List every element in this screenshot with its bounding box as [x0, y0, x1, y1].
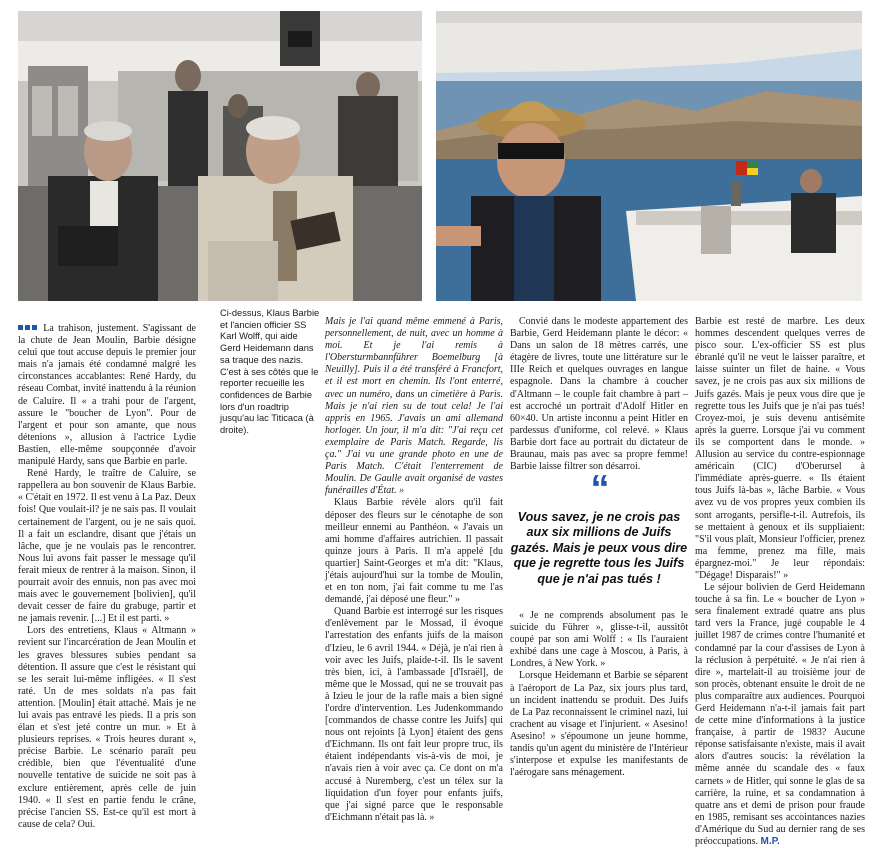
quote-marks-icon: “ — [590, 468, 608, 510]
article-column-3 — [510, 316, 688, 473]
paragraph: René Hardy, le traître de Caluire, se rappellera au bon souvenir de Klaus Barbie. « C'était en 1972. Il est venu à La Paz. Deux fois! Que voulait-il? je ne sais pas. Il voulait certainement de l'argent, ou je ne sais quoi. Il a fait un esclandre, disant que j'étais un lâche, que je ne voulais pas le rencontrer. Nous lui avons fait passer le message qu'il ferait mieux de rentrer à la maison. Sinon, il pourrait avoir des ennuis, non pas avec moi mais avec le gouvernement [bolivien], qu'il devait cesser de faire du grabuge, partir et ne jamais revenir. [...] Et il est parti. » — [18, 468, 196, 625]
article-column-3-bottom — [510, 610, 688, 779]
pull-quote — [510, 468, 688, 604]
paragraph: Lorsque Heidemann et Barbie se séparent à l'aéroport de La Paz, six jours plus tard, un incident inattendu se produit. Des Juifs de La Paz reconnaissent le criminel nazi, lui crachent au visage et l'injurient. « Asesino! Asesino! » s'époumone un jeune homme, tandis qu'un agent du ministère de l'Intérieur s'interpose et expulse les manifestants de l'aérogare sans ménagement. — [510, 670, 688, 779]
article-column-2 — [325, 316, 503, 823]
paragraph-text: Le séjour bolivien de Gerd Heidemann touche à sa fin. Le « boucher de Lyon » sera finalement extradé quatre ans plus tard vers la France, jugé coupable le 4 juillet 1987 de crimes contre l'humanité et condamné par la cour d'assises de Lyon à la réclusion à perpétuité. « Je n'ai rien à dire », martelait-il au troisième jour de son procès, obtenant ensuite le droit de ne plus comparaître aux audiences. Pourquoi Gerd Heidemann n'a-t-il jamais fait part de cette mine d'informations à la justice française, à partir de 1983? Aucune réponse satisfaisante n'existe, mais il avait alors d'autres soucis: la révélation la même année du scandale des « faux carnets » de Hitler, qui sonne le glas de sa carrière, la ruine, et sa condamnation à quatre ans et demi de prison pour fraude en 1985, remisant ses accointances nazies d'Amérique du Sud au dernier rang de ses préoccupations. — [695, 582, 865, 848]
paragraph: Convié dans le modeste appartement des Barbie, Gerd Heidemann plante le décor: « Dans un salon de 18 mètres carrés, une étagère de livres, toute une littérature sur le IIIe Reich et quelques ouvrages en langue espagnole. Dans la chambre à coucher d'Altmann – le couple fait chambre à part – est accroché un portrait d'Adolf Hitler en 60×40. Un artiste inconnu a peint Hitler en pardessus d'uniforme, col relevé. » Klaus Barbie dort face au portrait du dictateur de Braunau, mais pas avec sa propre femme! Barbie laisse filtrer son désarroi. — [510, 316, 688, 473]
author-signature: M.P. — [760, 836, 780, 848]
paragraph — [325, 316, 503, 497]
section-marker-icon — [32, 325, 37, 330]
paragraph — [695, 582, 865, 848]
pull-quote-text: Vous savez, je ne crois pas aux six millions de Juifs gazés. Mais je peux vous dire que je regrette tous les Juifs que je n'ai pas tués ! — [510, 510, 688, 586]
paragraph-text: La trahison, justement. S'agissant de la chute de Jean Moulin, Barbie désigne celui que tout accuse depuis le premier jour mais n'a jamais été condamné malgré les circonstances accablantes: René Hardy, du réseau Combat, invité inattendu à la réunion de Caluire. Il « a trahi pour de l'argent, assure le "boucher de Lyon". Pour de l'argent et pour son amante, que nous détenions », allusion à l'actrice Lydie Bastien, elle-même soupçonnée d'avoir manipulé Hardy, sans que Barbie en parle. — [18, 323, 196, 468]
paragraph-text: Mais je l'ai quand même emmené à Paris, personnellement, de nuit, avec un homme à moi. Et je l'ai remis à l'Obersturmbannführer Boemelburg [à Neuilly]. Puis il a été transféré à Francfort, et il est mort en chemin. Ils l'ont enterré, avec un numéro, dans un cimetière à Paris. Mais je n'ai rien su de tout cela! Je l'ai appris en 1965. J'avais un ami allemand horloger. Un jour, il m'a dit: "J'ai reçu cet exemplaire de Paris Match. Regarde, lis ça." J'ai vu une grande photo en une de Paris Match. C'était l'enterrement de Moulin. De Gaulle avait organisé de vastes funérailles d'État. » — [325, 316, 503, 497]
article-column-1 — [18, 323, 196, 830]
paragraph: Quand Barbie est interrogé sur les risques d'enlèvement par le Mossad, il évoque l'arrestation des enfants juifs de la maison d'Izieu, le 6 avril 1944. « Déjà, je n'ai rien à voir avec les Juifs, plaide-t-il. Ils le savent très bien, ici, à l'ambassade [d'Israël], de même que le Mossad, qui ne se trouvait pas à Izieu le jour de la rafle mais a bien signé l'ordre d'intervention. Les Judenkommando [commandos de chasse contre les Juifs] qui nous ont rejoints [à Lyon] étaient des gens d'Eichmann. Ils ont fait leur propre truc, ils étaient indépendants vis-à-vis de moi, je n'avais rien à voir avec ça. Ce dont on m'a accusé à Nuremberg, c'est un télex sur la liquidation d'un foyer pour enfants juifs, que j'ai signé parce que le responsable d'Eichmann n'était pas là. » — [325, 606, 503, 823]
photo-barbie-wolff — [18, 11, 422, 301]
photo-barbie-boat — [436, 11, 862, 301]
paragraph: Lors des entretiens, Klaus « Altmann » revient sur l'incarcération de Jean Moulin et les graves blessures subies pendant sa détention. Il assure que c'est le résistant qui se les serait lui-même infligées. « Il s'est raté. Un de mes soldats n'a pas fait attention. [Moulin] était attaché. Mais je ne lui avais pas entravé les pieds. Il a pris son élan et s'est jeté contre un mur. » Et à plusieurs reprises. « Trois heures durant », précise Barbie. Le scénario paraît peu crédible, bien que l'éventualité d'une nouvelle tentative de suicide ne soit pas à exclure entièrement, après celle de juin 1940. « Il s'est en partie fendu le crâne, précise l'ancien SS. Est-ce qu'il est mort à cause de cela? Oui. — [18, 625, 196, 830]
section-marker-icon — [25, 325, 30, 330]
paragraph: « Je ne comprends absolument pas le suicide du Führer », glisse-t-il, aussitôt coupé par son ami Wolff : « Ils l'auraient exhibé dans une cage à Moscou, à Paris, à Londres, à New York. » — [510, 610, 688, 670]
paragraph — [18, 323, 196, 468]
photo-caption: Ci-dessus, Klaus Barbie et l'ancien officier SS Karl Wolff, qui aide Gerd Heidemann dans sa traque des nazis. C'est à ses côtés que le reporter recueille les confidences de Barbie lors d'un roadtrip jusqu'au lac Titicaca (à droite). — [220, 308, 320, 436]
section-marker-icon — [18, 325, 23, 330]
article-column-4 — [695, 316, 865, 848]
paragraph: Klaus Barbie révèle alors qu'il fait déposer des fleurs sur le cénotaphe de son meilleur ennemi au Panthéon. « J'avais un ami homme d'affaires autrichien. Il passait quinze jours à Paris. Il m'a appelé [du quartier] Saint-Georges et m'a dit: "Klaus, j'étais aujourd'hui sur la tombe de Moulin, et en ton nom, j'ai fait comme tu me l'as demandé, j'ai déposé une fleur." » — [325, 497, 503, 606]
paragraph: Barbie est resté de marbre. Les deux hommes descendent quelques verres de pisco sour. L'ex-officier SS est plus ébranlé qu'il ne veut le laisser paraître, et laisse suinter un filet de haine. « Vous savez, je ne crois pas aux six millions de Juifs gazés. Mais je peux vous dire que je regrette tous les Juifs que je n'ai pas tués! Croyez-moi, je suis devenu antisémite après la guerre. Lorsque j'ai vu comment ils se comportent dans le monde. » Allusion au service du contre-espionnage américain (CIC) d'Oberursel à l'immédiate après-guerre. « Ils étaient tous Juifs là-bas », lâche Barbie. « Vous avez vu de vos propres yeux combien ils sont arrogants, persifle-t-il. Autrefois, ils se mettaient à genoux et ils suppliaient: "S'il vous plaît, Monsieur l'officier, prenez ma femme, prenez ma fille, mais épargnez-moi." Je leur répondais: "Dégage! Disparais!" » — [695, 316, 865, 581]
